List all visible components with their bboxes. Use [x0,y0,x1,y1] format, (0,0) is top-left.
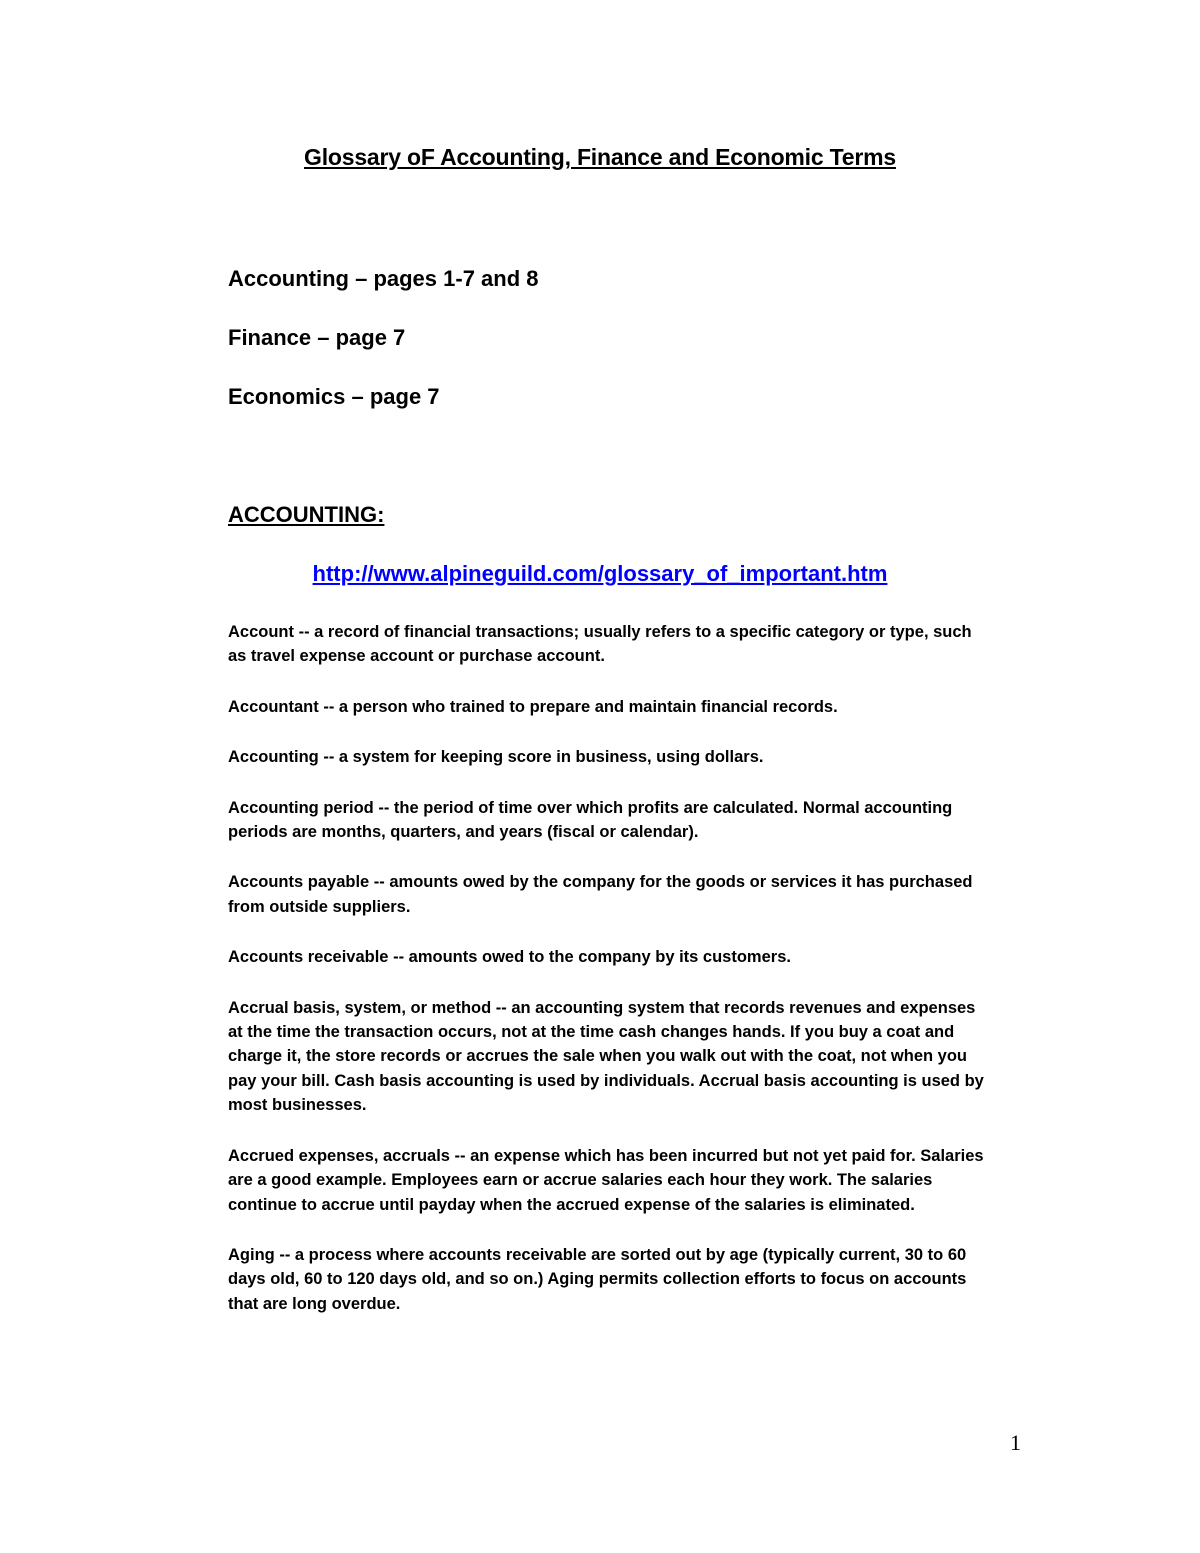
glossary-source-link[interactable]: http://www.alpineguild.com/glossary_of_important.htm [312,561,888,586]
section-heading-accounting: ACCOUNTING: [228,502,385,527]
table-of-contents [228,263,539,440]
page-title: Glossary oF Accounting, Finance and Economic Terms [304,144,896,170]
glossary-entry-accrued-expenses: Accrued expenses, accruals -- an expense which has been incurred but not yet paid for. Salaries are a good example. Employees earn or accrue salaries each hour they work. The salaries continue to accrue until payday when the accrued expense of the salaries is eliminated. [228,1146,984,1214]
toc-item-economics: Economics – page 7 [228,384,440,409]
glossary-entries [228,620,988,1342]
glossary-entry-accounts-payable: Accounts payable -- amounts owed by the company for the goods or services it has purchased from outside suppliers. [228,873,973,916]
glossary-entry-aging: Aging -- a process where accounts receivable are sorted out by age (typically current, 30 to 60 days old, 60 to 120 days old, and so on.) Aging permits collection efforts to focus on accounts that are long overdue. [228,1245,967,1313]
glossary-entry-accounts-receivable: Accounts receivable -- amounts owed to the company by its customers. [228,948,791,967]
glossary-entry-accounting: Accounting -- a system for keeping score in business, using dollars. [228,748,764,767]
glossary-entry-accrual-basis: Accrual basis, system, or method -- an accounting system that records revenues and expenses at the time the transaction occurs, not at the time cash changes hands. If you buy a coat and charge it, the store records or accrues the sale when you walk out with the coat, not when you pay your bill. Cash basis accounting is used by individuals. Accrual basis accounting is used by most businesses. [228,998,984,1115]
glossary-entry-accounting-period: Accounting period -- the period of time over which profits are calculated. Normal accounting periods are months, quarters, and years (fiscal or calendar). [228,798,953,842]
glossary-entry-accountant: Accountant -- a person who trained to prepare and maintain financial records. [228,697,838,716]
page-number: 1 [1010,1430,1021,1455]
glossary-entry-account: Account -- a record of financial transactions; usually refers to a specific category or type, such as travel expense account or purchase account. [228,623,972,666]
toc-item-accounting: Accounting – pages 1-7 and 8 [228,266,539,291]
toc-item-finance: Finance – page 7 [228,325,406,350]
